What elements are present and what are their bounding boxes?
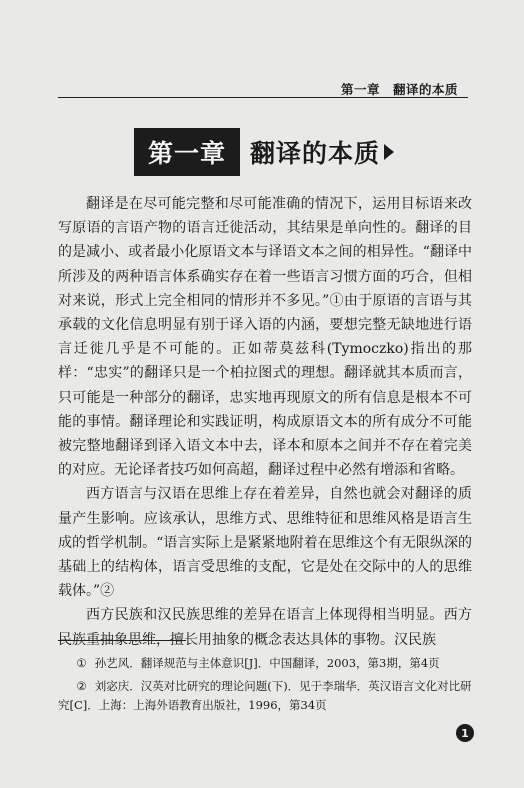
header-rule	[58, 97, 468, 98]
paragraph-1: 翻译是在尽可能完整和尽可能准确的情况下，运用目标语来改写原语的言语产物的语言迁徙活动，其结果是单向性的。翻译的目的是减小、或者最小化原语文本与译语文本之间的相异性。“翻译中所涉及的两种语言体系确实存在着一些语言习惯方面的巧合，但相对来说，形式上完全相同的情形并不多见。”①由于原语的言语与其承载的文化信息明显有别于译入语的内涵，要想完整无缺地进行语言迁徙几乎是不可能的。正如蒂莫兹科(Tymoczko)指出的那样：“忠实”的翻译只是一个柏拉图式的理想。翻译就其本质而言，只可能是一种部分的翻译，忠实地再现原文的所有信息是根本不可能的事情。翻译理论和实践证明，构成原语文本的所有成分不可能被完整地翻译到译入语文本中去，译本和原本之间并不存在着完美的对应。无论译者技巧如何高超，翻译过程中必然有增添和省略。	[58, 196, 472, 479]
page-number: 1	[456, 724, 474, 742]
footnotes	[58, 654, 472, 719]
chapter-title: 翻译的本质	[250, 139, 381, 168]
footnote-2	[58, 677, 472, 715]
body-text	[58, 192, 472, 652]
footnote-1	[58, 654, 472, 673]
triangle-arrow-icon	[384, 144, 394, 160]
paragraph-3: 西方民族和汉民族思维的差异在语言上体现得相当明显。西方民族重抽象思维，擅长用抽象的概念表达具体的事物。汉民族	[58, 607, 472, 648]
footnote-mark: ①	[76, 656, 87, 670]
footnote-text: 刘宓庆．汉英对比研究的理论问题(下)．见于李瑞华．英汉语言文化对比研究[C]．上海：上海外语教育出版社，1996，第34页	[58, 679, 472, 712]
running-header: 第一章 翻译的本质	[340, 82, 458, 97]
chapter-heading	[134, 128, 394, 176]
footnote-rule	[58, 640, 186, 641]
footnote-text: 孙艺风．翻译规范与主体意识[J]．中国翻译，2003，第3期，第4页	[94, 656, 440, 670]
chapter-label: 第一章	[134, 128, 240, 176]
paragraph-2: 西方语言与汉语在思维上存在着差异，自然也就会对翻译的质量产生影响。应该承认，思维方式、思维特征和思维风格是语言生成的哲学机制。“语言实际上是紧紧地附着在思维这个有无限纵深的基础上的结构体，语言受思维的支配，它是处在交际中的人的思维载体。”②	[58, 486, 472, 600]
footnote-mark: ②	[76, 679, 87, 693]
